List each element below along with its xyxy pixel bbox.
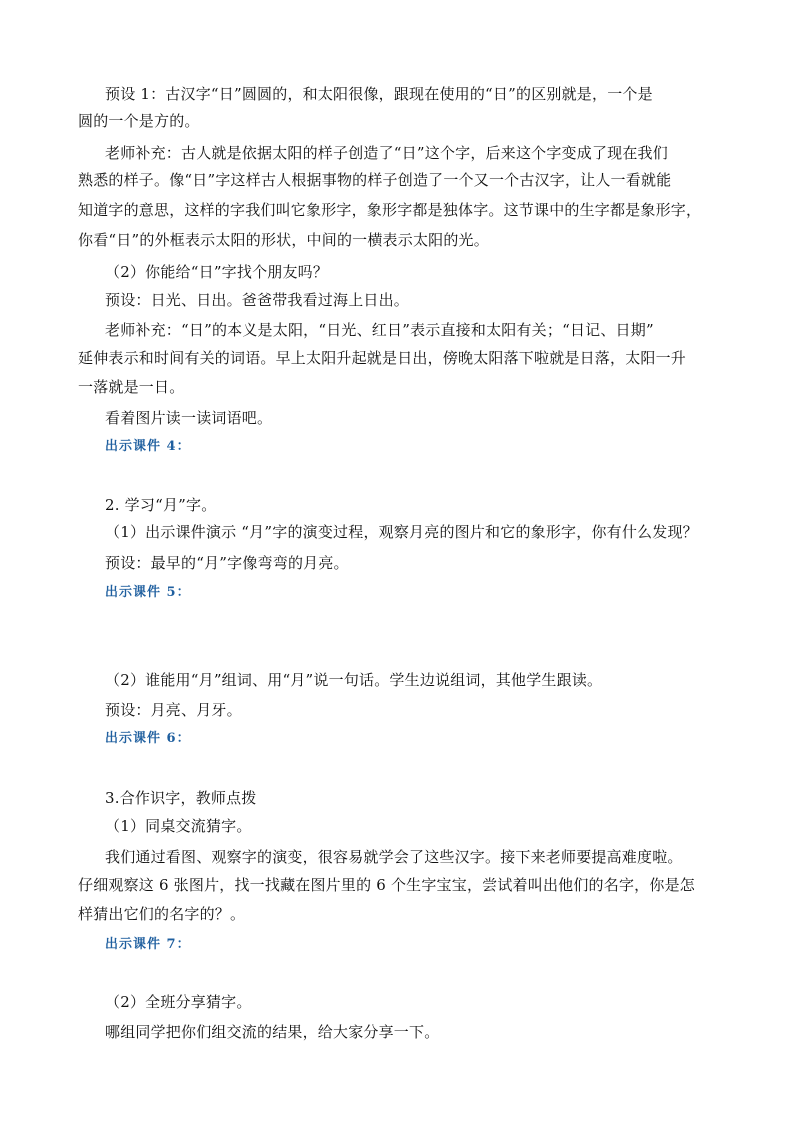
paragraph-line: 我们通过看图、观察字的演变，很容易就学会了这些汉字。接下来老师要提高难度啦。: [105, 848, 683, 866]
courseware-label: 出示课件 6：: [105, 731, 191, 746]
paragraph-line: 圆的一个是方的。: [78, 112, 200, 130]
courseware-label: 出示课件 4：: [105, 439, 191, 454]
paragraph-line: （1）同桌交流猜字。: [105, 817, 252, 835]
paragraph-line: 老师补充：古人就是依据太阳的样子创造了“日”这个字，后来这个字变成了现在我们: [105, 144, 668, 162]
paragraph-line: 你看“日”的外框表示太阳的形状，中间的一横表示太阳的光。: [78, 231, 489, 249]
paragraph-line: 看着图片读一读词语吧。: [105, 409, 273, 427]
paragraph-line: 知道字的意思，这样的字我们叫它象形字，象形字都是独体字。这节课中的生字都是象形字，: [78, 201, 702, 219]
paragraph-line: 预设 1：古汉字“日”圆圆的，和太阳很像，跟现在使用的“日”的区别就是，一个是: [105, 85, 653, 103]
paragraph-line: 熟悉的样子。像“日”字这样古人根据事物的样子创造了一个又一个古汉字，让人一看就能: [78, 171, 672, 189]
courseware-label: 出示课件 5：: [105, 585, 191, 600]
paragraph-line: 哪组同学把你们组交流的结果，给大家分享一下。: [105, 1023, 440, 1041]
paragraph-line: 样猜出它们的名字的？。: [78, 905, 246, 923]
paragraph-line: 预设：最早的“月”字像弯弯的月亮。: [105, 554, 349, 572]
section-heading: 3.合作识字，教师点拨: [105, 789, 257, 807]
paragraph-line: （1）出示课件演示 “月”字的演变过程，观察月亮的图片和它的象形字，你有什么发现？: [105, 523, 698, 541]
paragraph-line: 老师补充：“日”的本义是太阳，“日光、红日”表示直接和太阳有关；“日记、日期”: [105, 321, 654, 339]
paragraph-line: 预设：日光、日出。爸爸带我看过海上日出。: [105, 291, 410, 309]
paragraph-line: 一落就是一日。: [78, 378, 185, 396]
paragraph-line: 预设：月亮、月牙。: [105, 701, 242, 719]
paragraph-line: 延伸表示和时间有关的词语。早上太阳升起就是日出，傍晚太阳落下啦就是日落，太阳一升: [78, 349, 687, 367]
paragraph-line: （2）全班分享猜字。: [105, 993, 252, 1011]
paragraph-line: （2）谁能用“月”组词、用“月”说一句话。学生边说组词，其他学生跟读。: [105, 671, 603, 689]
paragraph-line: （2）你能给“日”字找个朋友吗？: [105, 263, 329, 281]
section-heading: 2. 学习“月”字。: [105, 496, 217, 514]
paragraph-line: 仔细观察这 6 张图片，找一找藏在图片里的 6 个生字宝宝，尝试着叫出他们的名字，你是怎: [78, 876, 695, 894]
courseware-label: 出示课件 7：: [105, 937, 191, 952]
